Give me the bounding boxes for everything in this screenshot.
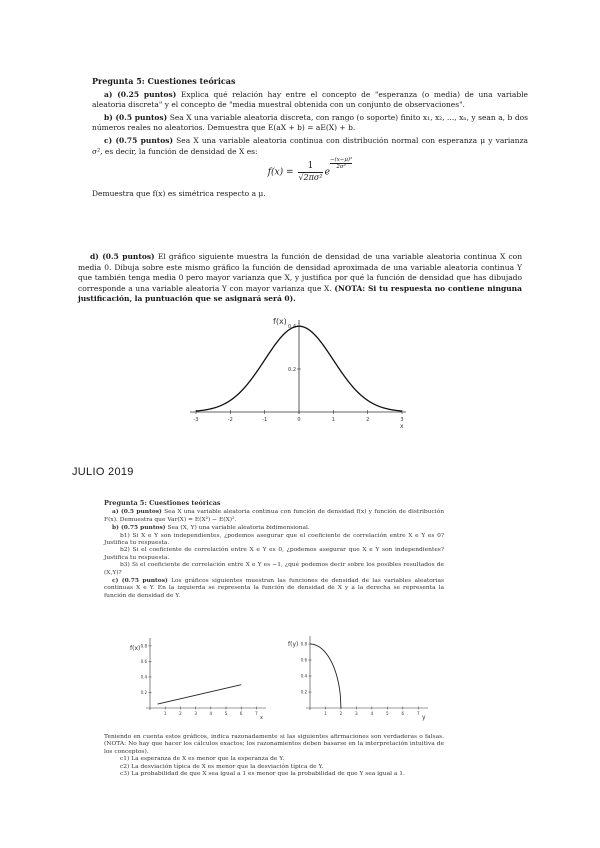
x-tick-label: 5 <box>224 711 228 716</box>
x-tick-label: -3 <box>193 417 199 423</box>
statement-c2: c2) La desviación típica de X es menor que la desviación típica de Y. <box>120 763 324 770</box>
julio-question-5 <box>104 500 444 600</box>
x-tick-label: 5 <box>386 711 389 716</box>
x-tick-label: 7 <box>416 711 420 716</box>
x-tick-label: 2 <box>366 417 370 423</box>
x-tick-label: -2 <box>227 417 233 423</box>
y-tick-label: 0.8 <box>140 643 147 649</box>
density-y-curve <box>310 644 341 708</box>
y-tick-label: 0.2 <box>288 367 296 373</box>
statement-c3: c3) La probabilidad de que X sea igual a 1 es menor que la probabilidad de que Y sea igual a 1. <box>120 771 405 778</box>
x-tick-label: 2 <box>179 711 182 716</box>
question-heading: Pregunta 5: Cuestiones teóricas <box>92 76 236 86</box>
x-tick-label: 3 <box>355 711 358 716</box>
x-tick-label: 7 <box>255 711 258 716</box>
y-chart-x-label: y <box>422 714 426 721</box>
item-c-followup: Demuestra que f(x) es simétrica respecto a μ. <box>92 189 266 199</box>
x-tick-label: 2 <box>339 711 343 716</box>
julio-statements <box>104 734 444 778</box>
y-tick-label: 0.6 <box>300 657 307 663</box>
y-tick-label: 0.6 <box>140 658 147 664</box>
x-chart-x-label: x <box>260 715 263 721</box>
question-5-block <box>92 76 528 202</box>
julio-item-a: a) (0.5 puntos) Sea X una variable aleatoria continua con función de densidad f(x) y función de distribución F(x). Demuestra que Var(X) = E(X²) − E(X)². <box>104 508 445 523</box>
x-tick-label: 0 <box>297 417 301 423</box>
item-b: b) (0.5 puntos) Sea X una variable aleatoria discreta, con rango (o soporte) finito x₁, x₂, ..., xₙ, y sean a, b dos números reales no aleatorios. Demuestra que E(aX + b) = aE(X) + b. <box>92 112 528 133</box>
x-tick-label: 6 <box>239 711 243 716</box>
y-tick-label: 0.4 <box>300 673 307 679</box>
statement-c1: c1) La esperanza de X es menor que la esperanza de Y. <box>120 756 285 763</box>
julio-item-b3: b3) Si el coeficiente de correlación entre X e Y es −1, ¿qué podemos decir sobre los posibles resultados de (X,Y)? <box>104 562 444 576</box>
y-chart-y-label: f(y) <box>288 641 299 648</box>
x-tick-label: 4 <box>209 711 213 716</box>
statements-intro: Teniendo en cuenta estos gráficos, indica razonadamente si las siguientes afirmaciones son verdaderas o falsas. (NOTA: No hay que hacer los cálculos exactos; los razonamientos deben basarse en la interpretación intuitiva de los conceptos). <box>104 734 444 755</box>
y-tick-label: 0.4 <box>288 324 296 330</box>
x-chart-y-label: f(x) <box>130 645 141 652</box>
y-tick-label: 0.2 <box>300 689 307 695</box>
x-tick-label: 1 <box>163 711 167 716</box>
item-c: c) (0.75 puntos) Sea X una variable aleatoria continua con distribución normal con esperanza μ y varianza σ², es decir, la función de densidad de X es: <box>92 135 528 156</box>
density-x-line <box>158 685 242 704</box>
y-tick-label: 0.2 <box>140 689 147 695</box>
y-tick-label: 0.8 <box>300 641 307 647</box>
item-a: a) (0.25 puntos) Explica qué relación hay entre el concepto de "esperanza (o media) de una variable aleatoria discreta" y el concepto de "media muestral obtenida con un conjunto de observaciones". <box>92 89 528 110</box>
julio-item-c: c) (0.75 puntos) Los gráficos siguientes muestran las funciones de densidad de las variables aleatorias continuas X e Y. En la izquierda se representa la función de densidad de X y a la derecha se representa la función de densidad de Y. <box>104 577 444 599</box>
x-tick-label: -1 <box>262 417 268 423</box>
x-axis-label: x <box>400 423 404 430</box>
julio-heading: Pregunta 5: Cuestiones teóricas <box>104 499 221 507</box>
x-tick-label: 3 <box>400 417 404 423</box>
x-tick-label: 6 <box>401 711 405 716</box>
x-tick-label: 3 <box>194 711 197 716</box>
normal-density-formula: f(x) = $\frac{1}{\text{√2πσ²}}$ e $\frac{\text{−(x−μ)²}}{\text{2σ²}}$ <box>267 157 353 182</box>
julio-item-b2: b2) Si el coeficiente de correlación entre X e Y es 0, ¿podemos asegurar que X e Y son independientes? Justifica tu respuesta. <box>104 547 444 561</box>
item-d: d) (0.5 puntos) El gráfico siguiente muestra la función de densidad de una variable aleatoria continua X con media 0. Dibuja sobre este mismo gráfico la función de densidad aproximada de una variable aleatoria continua Y que también tenga media 0 pero mayor varianza que X, y justifica por qué la función de densidad que has dibujado corresponde a una variable aleatoria Y con mayor varianza que X. (NOTA: Si tu respuesta no contiene ninguna justificación, la puntuación que se asignará será 0). <box>78 252 523 304</box>
x-tick-label: 1 <box>324 711 327 716</box>
julio-item-b1: b1) Si X e Y son independientes, ¿podemos asegurar que el coeficiente de correlación entre X e Y es 0? Justifica tu respuesta. <box>104 532 444 547</box>
density-curve <box>196 326 402 411</box>
section-title-julio: JULIO 2019 <box>72 466 134 478</box>
y-tick-label: 0.4 <box>140 674 147 680</box>
y-axis-label: f(x) <box>273 317 287 326</box>
x-tick-label: 4 <box>370 711 374 716</box>
julio-item-b: b) (0.75 puntos) Sea (X, Y) una variable aleatoria bidimensional. <box>112 524 310 532</box>
x-tick-label: 1 <box>331 417 335 423</box>
